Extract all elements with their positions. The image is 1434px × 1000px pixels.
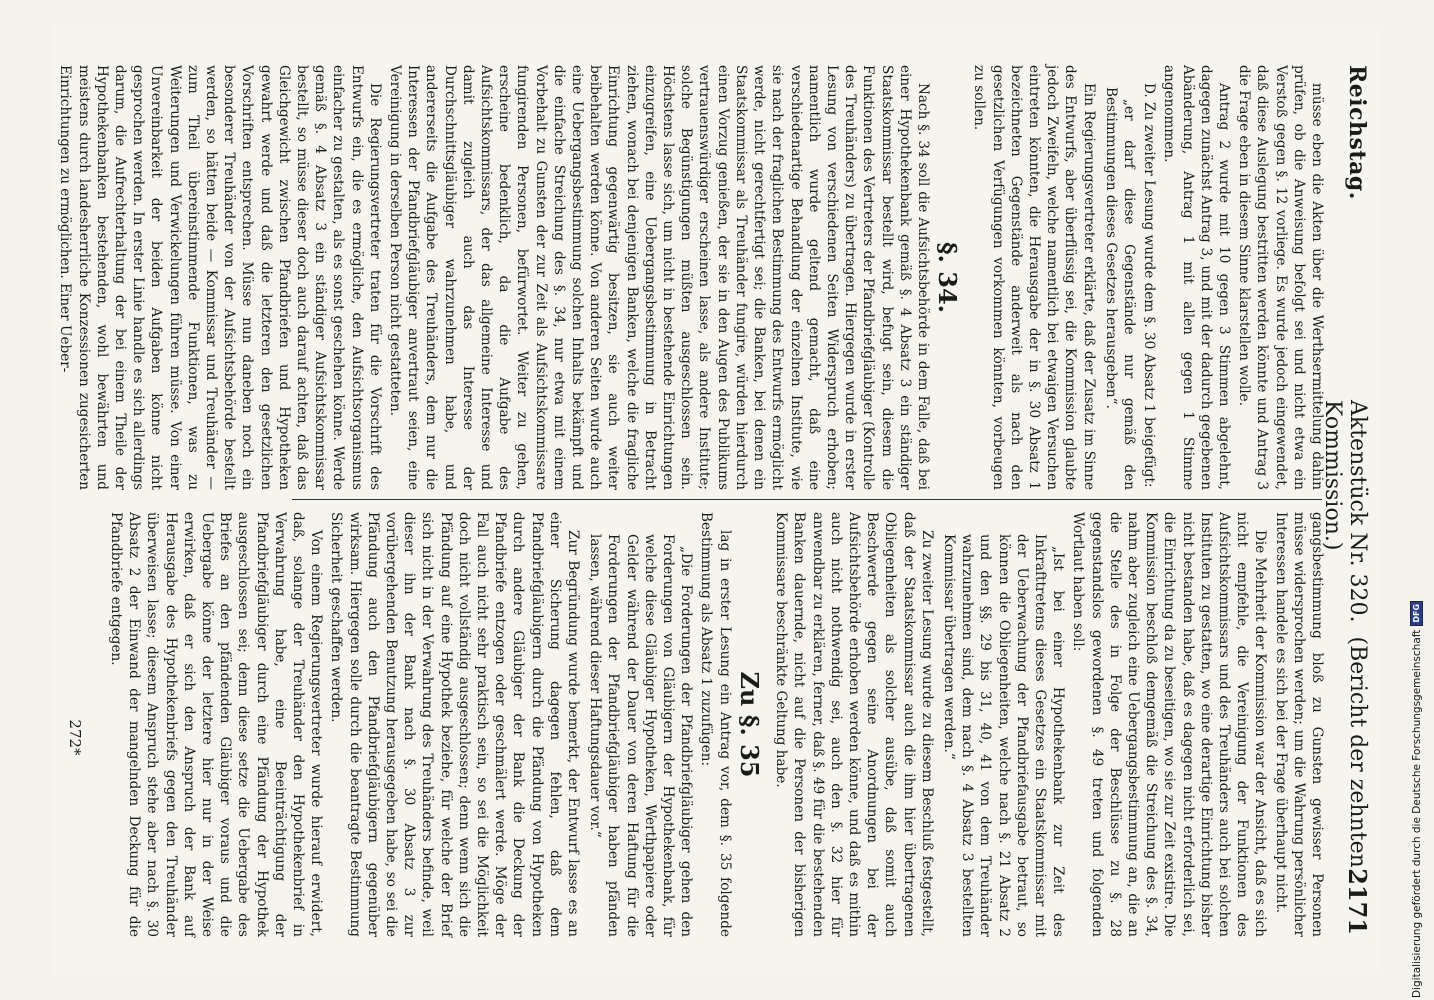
right-column: [108, 512, 1326, 937]
paragraph: lag in erster Lesung ein Antrag vor, dem §. 35 folgende Bestimmung als Absatz 1 zuzufügen:: [698, 512, 733, 937]
header-institution: Reichstag.: [1344, 65, 1370, 200]
page-footer-mark: 272*: [66, 719, 84, 756]
section-heading: Zu §. 35: [734, 671, 764, 778]
column-divider: [292, 499, 1322, 500]
digitization-credit: [1410, 601, 1423, 998]
header-title: [1320, 400, 1370, 935]
paragraph: Antrag 2 wurde mit 10 gegen 3 Stimmen abgelehnt, dagegen zunächst Antrag 3, und mit der dadurch gegebenen Abänderung, Antrag 1 mit allen gegen 1 Stimme angenommen.: [1161, 65, 1232, 490]
paragraph: gangsbestimmung bloß zu Gunsten gewisser Personen müsse widersprochen werden; um die Wahrung persönlicher Interessen handele es sich bei der Frage überhaupt nicht.: [1272, 512, 1325, 937]
left-column: [57, 65, 1326, 490]
paragraph: müsse eben die Akten über die Werthsermittelung dahin prüfen, ob die Anweisung befolgt sei und nicht etwa ein Verstoß gegen §. 12 vorliege. Es wurde jedoch eingewendet, daß diese Auslegung bestritten werden könnte und Antrag 3 die Frage eben in diesem Sinne klarstellen wolle.: [1236, 65, 1325, 490]
paragraph: Zur Begründung wurde bemerkt, der Entwurf lasse es an einer Sicherung dagegen fehlen, daß dem Pfandbriefgläubigern durch die Pfändung von Hypotheken durch andere Gläubiger der Bank die Deckung der Pfandbriefe entzogen oder geschmälert werde. Möge der Fall auch nicht sehr praktisch sein, so sei die Möglichkeit doch nicht vollständig ausgeschlossen; denn wenn sich die Pfändung auf eine Hypothek beziehe, für welche der Brief sich nicht in der Verwahrung des Treuhänders befinde, weil dieser ihn der Bank nach §. 30 Absatz 3 zur vorübergehenden Benutzung herausgegeben habe, so sei die Pfändung auch den Pfandbriefgläubigern gegenüber wirksam. Hiergegen solle durch die beantragte Bestimmung Sicherheit geschaffen werden.: [328, 512, 582, 937]
page-number: 2171: [1343, 868, 1372, 935]
header-report-title: (Bericht der zehnten Kommission.): [1320, 400, 1370, 868]
paragraph: Nach §. 34 soll die Aufsichtsbehörde in dem Falle, daß bei einer Hypothekenbank gemäß §. 4 Absatz 3 ein ständiger Staatskommissar bestellt wird, befugt sein, diesem die Funktionen des Vertreters der Pfandbriefgläubiger (Kontrolle des Treuhänders) zu übertragen. Hiergegen wurde in erster Lesung von verschiedenen Seiten Widerspruch erhoben; namentlich wurde geltend gemacht, daß eine verschiedenartige Behandlung der einzelnen Institute, wie sie nach der fraglichen Bestimmung des Entwurfs ermöglicht werde, nicht gerechtfertigt sei; die Banken, bei denen ein Staatskommissar als Treuhänder fungire, würden hierdurch einen Vorzug genießen, der sie in den Augen des Publikums vertrauenswürdiger erscheinen lasse, als andere Institute; solche Begünstigungen müßten ausgeschlossen sein. Höchstens lasse sich, um nicht in bestehende Einrichtungen einzugreifen, eine Uebergangsbestimmung in Betracht ziehen, wonach bei denjenigen Banken, welche die fragliche Einrichtung gegenwärtig besitzen, sie auch weiter beibehalten werden könne. Von anderen Seiten wurde auch eine Uebergangsbestimmung solchen Inhalts bekämpft und die einfache Streichung des §. 34, nur etwa mit einem Vorbehalt zu Gunsten der zur Zeit als Aufsichtskommissare fungirenden Personen, befürwortet. Weiter zu gehen, erscheine bedenklich, da die Aufgabe des Aufsichtskommissars, der das allgemeine Interesse und damit zugleich auch das Interesse der Durchschnittsgläubiger wahrzunehmen habe, und andererseits die Aufgabe des Treuhänders, dem nur die Interessen der Pfandbriefgläubiger anvertraut seien, eine Vereinigung in derselben Person nicht gestatteten.: [387, 65, 931, 490]
dfg-logo: DFG: [1410, 601, 1423, 626]
quotation: [586, 534, 695, 937]
paragraph: Die Mehrheit der Kommission war der Ansicht, daß es sich nicht empfehle, die Vereinigung der Funktionen des Aufsichtskommissars und des Treuhänders auch bei solchen Instituten zu gestatten, wo eine derartige Einrichtung bisher nicht bestanden habe, daß es dagegen nicht erforderlich sei, die Einrichtung da zu beseitigen, wo sie zur Zeit existire. Die Kommission beschloß demgemäß die Streichung des §. 34, nahm aber zugleich eine Uebergangsbestimmung an, die an die Stelle des in Folge der Beschlüsse zu §. 28 gegenstandslos gewordenen §. 49 treten und folgenden Wortlaut haben soll:: [1070, 512, 1269, 937]
quotation: [1102, 87, 1138, 490]
credit-text: Digitalisierung gefördert durch die Deutsche Forschungsgemeinschaft: [1410, 629, 1423, 998]
paragraph: Von einem Regierungsvertreter wurde hierauf erwidert, daß, solange der Treuhänder den Hypothekenbrief in Verwahrung habe, eine Beeinträchtigung der Pfandbriefgläubiger durch eine Pfändung der Hypothek ausgeschlossen sei; denn diese setze die Uebergabe des Briefes an den pfändenden Gläubiger voraus und die Uebergabe könne der letztere hier nur in der Weise erwirken, daß er sich den Anspruch der Bank auf Herausgabe des Hypothekenbriefs gegen den Treuhänder überweisen lasse; diesem Anspruch stehe aber nach §. 30 Absatz 2 der Einwand der mangelnden Deckung für die Pfandbriefe entgegen.: [108, 512, 325, 937]
quotation: [940, 534, 1067, 937]
quote-text: „er darf diese Gegenstände nur gemäß den Bestimmungen dieses Gesetzes herausgeben“.: [1102, 87, 1137, 490]
quote-text: „Die Forderungen der Pfandbriefgläubiger gehen den Forderungen von Gläubigern der Hypothekenbank, für welche diese Gläubiger Hypotheken, Werthpapiere oder Gelder während der Dauer von deren Haftung für die Forderungen der Pfandbriefgläubiger haben pfänden lassen, während dieser Haftungsdauer vor.“: [587, 534, 695, 937]
paragraph: D. Zu zweiter Lesung wurde dem §. 30 Absatz 1 beigefügt:: [1141, 83, 1158, 488]
page-header: [1320, 65, 1374, 935]
document-page: [52, 25, 1382, 975]
quote-text: „Ist bei einer Hypothekenbank zur Zeit des Inkrafttretens dieses Gesetzes ein Staatskommissar mit der Ueberwachung der Pfandbriefausgabe betraut, so können die Obliegenheiten, welche nach §. 21 Absatz 2 und den §§. 29 bis 31, 40, 41 von dem Treuhänder wahrzunehmen sind, dem nach §. 4 Absatz 3 bestellten Kommissar übertragen werden.“: [940, 534, 1067, 937]
paragraph: Die Regierungsvertreter traten für die Vorschrift des Entwurfs ein, die es ermögliche, den Aufsichtsorganismus einfacher zu gestalten, als es sonst geschehen könne. Werde gemäß §. 4 Absatz 3 ein ständiger Aufsichtskommissar bestellt, so müsse dieser doch auch darauf achten, daß das Gleichgewicht zwischen Pfandbriefen und Hypotheken gewahrt werde und daß die letzteren den gesetzlichen Vorschriften entsprechen. Müsse nun daneben noch ein besonderer Treuhänder von der Aufsichtsbehörde bestellt werden, so hätten beide — Kommissar und Treuhänder — zum Theil übereinstimmende Funktionen, was zu Weiterungen und Verwickelungen führen müsse. Von einer Unvereinbarkeit der beiden Aufgaben könne nicht gesprochen werden. In erster Linie handle es sich allerdings darum, die Aufrechterhaltung der bei einem Theile der Hypothekenbanken bestehenden, wohl bewährten und meistens durch landesherrliche Konzessionen zugesicherten Einrichtungen zu ermöglichen. Einer Ueber-: [57, 65, 383, 490]
header-document-number: Aktenstück Nr. 320.: [1345, 400, 1370, 623]
paragraph: Zu zweiter Lesung wurde zu diesem Beschluß festgestellt, daß der Staatskommissar auch die ihm hier übertragenen Obliegenheiten als solcher ausübe, daß somit auch Beschwerde gegen seine Anordnungen bei der Aufsichtsbehörde erhoben werden könne, und daß es mithin auch nicht nothwendig sei, auch den §. 32 hier für anwendbar zu erklären, ferner, daß §. 49 für die bestehenden Banken dauernde, nicht auf die Personen der bisherigen Kommissare beschränkte Geltung habe.: [773, 512, 935, 937]
paragraph: Ein Regierungsvertreter erklärte, daß der Zusatz im Sinne des Entwurfs, aber überflüssig sei, die Kommission glaubte jedoch Zweifeln, welche namentlich bei etwaigen Versuchen eintreten könnten, die Herausgabe der in §. 30 Absatz 1 bezeichneten Gegenstände anderweit als nach den gesetzlichen Verfügungen vorkommen könnten, vorbeugen zu sollen.: [971, 65, 1097, 490]
section-heading: §. 34.: [933, 241, 963, 313]
